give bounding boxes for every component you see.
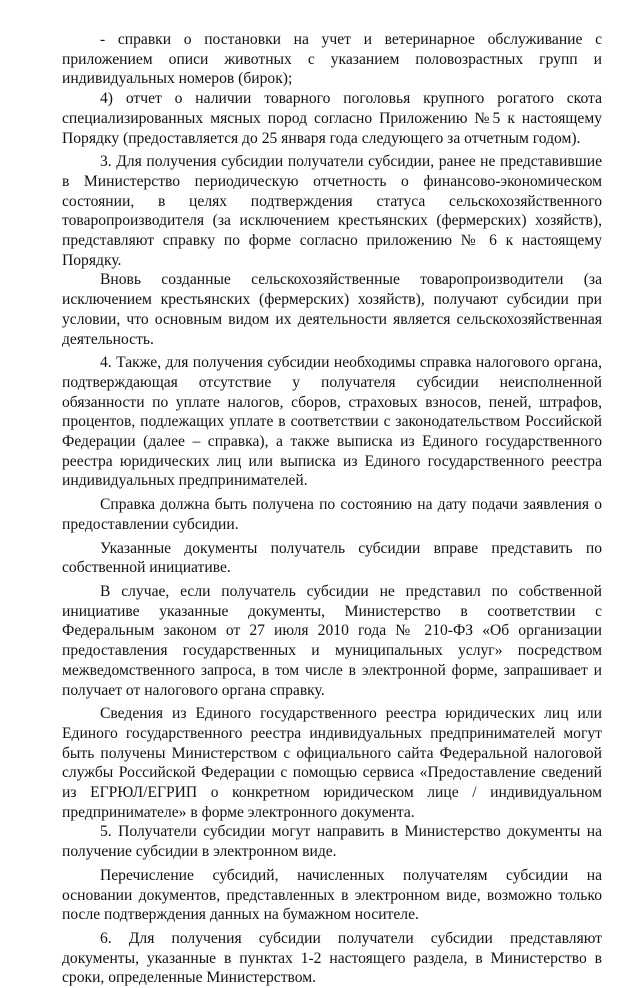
document-body — [62, 30, 602, 988]
paragraph-bullet-vet-certificate: - справки о постановки на учет и ветеринарное обслуживание с приложением описи животных с указанием половозрастных групп и индивидуальных номеров (бирок); — [62, 31, 602, 88]
paragraph-certificate-date: Справка должна быть получена по состоянию на дату подачи заявления о предоставлении субсидии. — [62, 496, 602, 533]
paragraph-section-3: 3. Для получения субсидии получатели субсидии, ранее не представившие в Министерство периодическую отчетность о финансово-экономическом состоянии, в целях подтверждения статуса сельскохозяйственного товаропроизводителя (за исключением крестьянских (фермерских) хозяйств), представляют справку по форме согласно приложению № 6 к настоящему Порядку. — [62, 153, 602, 269]
paragraph-section-5: 5. Получатели субсидии могут направить в Министерство документы на получение субсидии в электронном виде. — [62, 823, 602, 861]
paragraph-subsidy-transfer: Перечисление субсидий, начисленных получателям субсидии на основании документов, представленных в электронном виде, возможно только после подтверждения данных на бумажном носителе. — [62, 866, 602, 924]
paragraph-section-6: 6. Для получения субсидии получатели субсидии представляют документы, указанные в пунктах 1-2 настоящего раздела, в Министерство в сроки, определенные Министерством. — [62, 929, 602, 987]
paragraph-own-initiative: Указанные документы получатель субсидии вправе представить по собственной инициативе. — [62, 539, 602, 577]
paragraph-egrul-info: Сведения из Единого государственного реестра юридических лиц или Единого государственного реестра индивидуальных предпринимателей могут быть получены Министерством с официального сайта Федеральной налоговой службы Российской Федерации с помощью сервиса «Предоставление сведений из ЕГРЮЛ/ЕГРИП о конкретном юридическом лице / индивидуальном предпринимателе» в форме электронного документа. — [62, 705, 602, 821]
paragraph-section-4: 4. Также, для получения субсидии необходимы справка налогового органа, подтверждающая отсутствие у получателя субсидии неисполненной обязанности по уплате налогов, сборов, страховых взносов, пеней, штрафов, процентов, подлежащих уплате в соответствии с законодательством Российской Федерации (далее – справка), а также выписка из Единого государственного реестра юридических лиц или выписка из Единого государственного реестра индивидуальных предпринимателей. — [62, 354, 602, 490]
paragraph-interagency-request: В случае, если получатель субсидии не представил по собственной инициативе указанные документы, Министерство в соответствии с Федеральным законом от 27 июля 2010 года № 210-ФЗ «Об организации предоставления государственных и муниципальных услуг» посредством межведомственного запроса, в том числе в электронной форме, запрашивает и получает от налогового органа справку. — [62, 582, 602, 699]
paragraph-item-4-livestock-report: 4) отчет о наличии товарного поголовья крупного рогатого скота специализированных мясных пород согласно Приложению №5 к настоящему Порядку (предоставляется до 25 января года следующего за отчетным годом). — [62, 90, 602, 147]
paragraph-new-producers: Вновь созданные сельскохозяйственные товаропроизводители (за исключением крестьянских (фермерских) хозяйств), получают субсидии при условии, что основным видом их деятельности является сельскохозяйственная деятельность. — [62, 271, 602, 348]
